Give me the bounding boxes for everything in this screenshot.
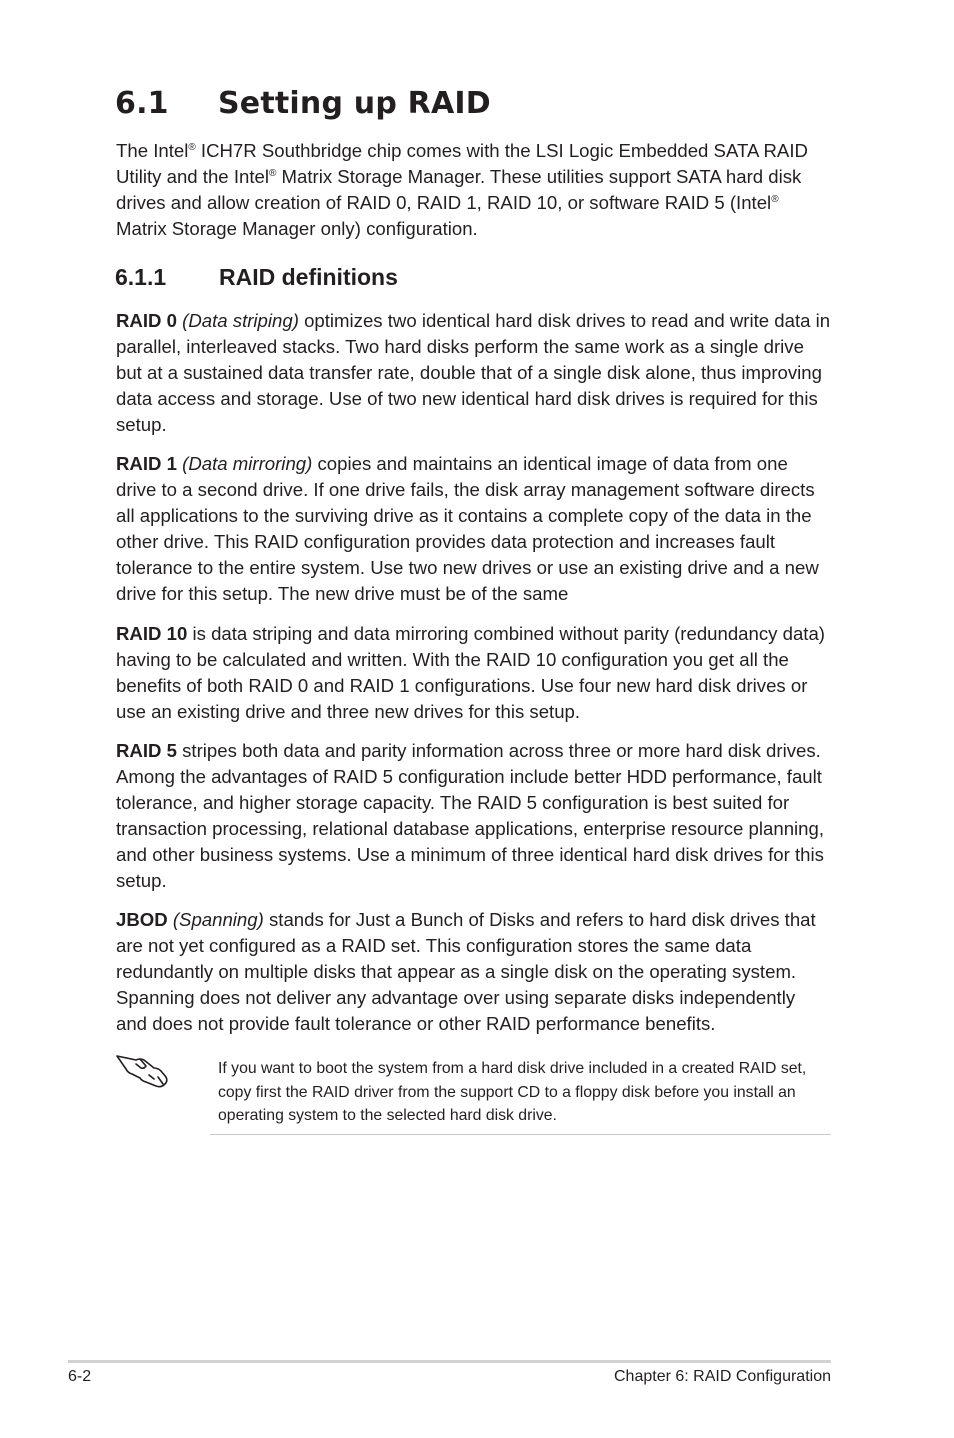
- footer-rule: [68, 1360, 831, 1363]
- section-number: 6.1: [115, 86, 169, 121]
- definition-raid10: [116, 621, 831, 725]
- definition-qualifier: (Data mirroring): [182, 453, 313, 474]
- intro-text-4: Matrix Storage Manager only) configuration.: [116, 218, 478, 239]
- definition-text: copies and maintains an identical image of data from one drive to a second drive. If one drive fails, the disk array management software directs all applications to the surviving drive as it contains a complete copy of the data in the other drive. This RAID configuration provides data protection and increases fault tolerance to the entire system. Use two new drives or use an existing drive and a new drive for this setup. The new drive must be of the same: [116, 453, 819, 604]
- definition-qualifier: (Data striping): [182, 310, 299, 331]
- subsection-title: RAID definitions: [219, 264, 398, 290]
- subsection-number: 6.1.1: [115, 264, 167, 290]
- subsection-heading: [115, 264, 398, 291]
- definition-raid5: [116, 738, 831, 894]
- section-heading: [115, 86, 491, 121]
- definition-text: optimizes two identical hard disk drives to read and write data in parallel, interleaved stacks. Two hard disks perform the same work as a single drive but at a sustained data transfer rate, double that of a single disk alone, thus improving data access and storage. Use of two new identical hard disk drives is required for this setup.: [116, 310, 831, 435]
- definition-text: is data striping and data mirroring combined without parity (redundancy data) having to be calculated and written. With the RAID 10 configuration you get all the benefits of both RAID 0 and RAID 1 configurations. Use four new hard disk drives or use an existing drive and three new drives for this setup.: [116, 623, 826, 722]
- definition-term: RAID 1: [116, 453, 177, 474]
- definition-raid0: [116, 308, 831, 438]
- definition-term: RAID 0: [116, 310, 177, 331]
- chapter-title: Chapter 6: RAID Configuration: [614, 1368, 831, 1385]
- registered-mark: ®: [771, 194, 779, 205]
- intro-text-3: Matrix Storage Manager. These utilities support SATA hard disk drives and allow creation of RAID 0, RAID 1, RAID 10, or software RAID 5 (Intel: [116, 166, 802, 213]
- definition-jbod: [116, 907, 831, 1037]
- definition-raid1: [116, 451, 831, 607]
- definition-text: stripes both data and parity information across three or more hard disk drives. Among the advantages of RAID 5 configuration include better HDD performance, fault tolerance, and higher storage capacity. The RAID 5 configuration is best suited for transaction processing, relational database applications, enterprise resource planning, and other business systems. Use a minimum of three identical hard disk drives for this setup.: [116, 740, 825, 891]
- intro-paragraph: [116, 138, 831, 242]
- definition-qualifier: (Spanning): [172, 909, 264, 930]
- registered-mark: ®: [188, 142, 196, 153]
- intro-text-1: The Intel: [116, 140, 189, 161]
- definition-text: stands for Just a Bunch of Disks and refers to hard disk drives that are not yet configured as a RAID set. This configuration stores the same data redundantly on multiple disks that appear as a single disk on the operating system. Spanning does not deliver any advantage over using separate disks independently and does not provide fault tolerance or other RAID performance benefits.: [116, 909, 816, 1034]
- intro-text-2: ICH7R Southbridge chip comes with the LSI Logic Embedded SATA RAID Utility and the Intel: [116, 140, 808, 187]
- page-number: 6-2: [68, 1368, 92, 1385]
- pointing-hand-icon: [114, 1047, 174, 1089]
- registered-mark: ®: [268, 168, 277, 179]
- section-title: Setting up RAID: [218, 86, 491, 121]
- definition-term: RAID 10: [116, 623, 188, 644]
- definition-term: RAID 5: [116, 740, 177, 761]
- note-text: If you want to boot the system from a hard disk drive included in a created RAID set, copy first the RAID driver from the support CD to a floppy disk before you install an operating system to the selected hard disk drive.: [218, 1060, 807, 1124]
- note-box: [210, 1052, 831, 1135]
- definition-term: JBOD: [116, 909, 168, 930]
